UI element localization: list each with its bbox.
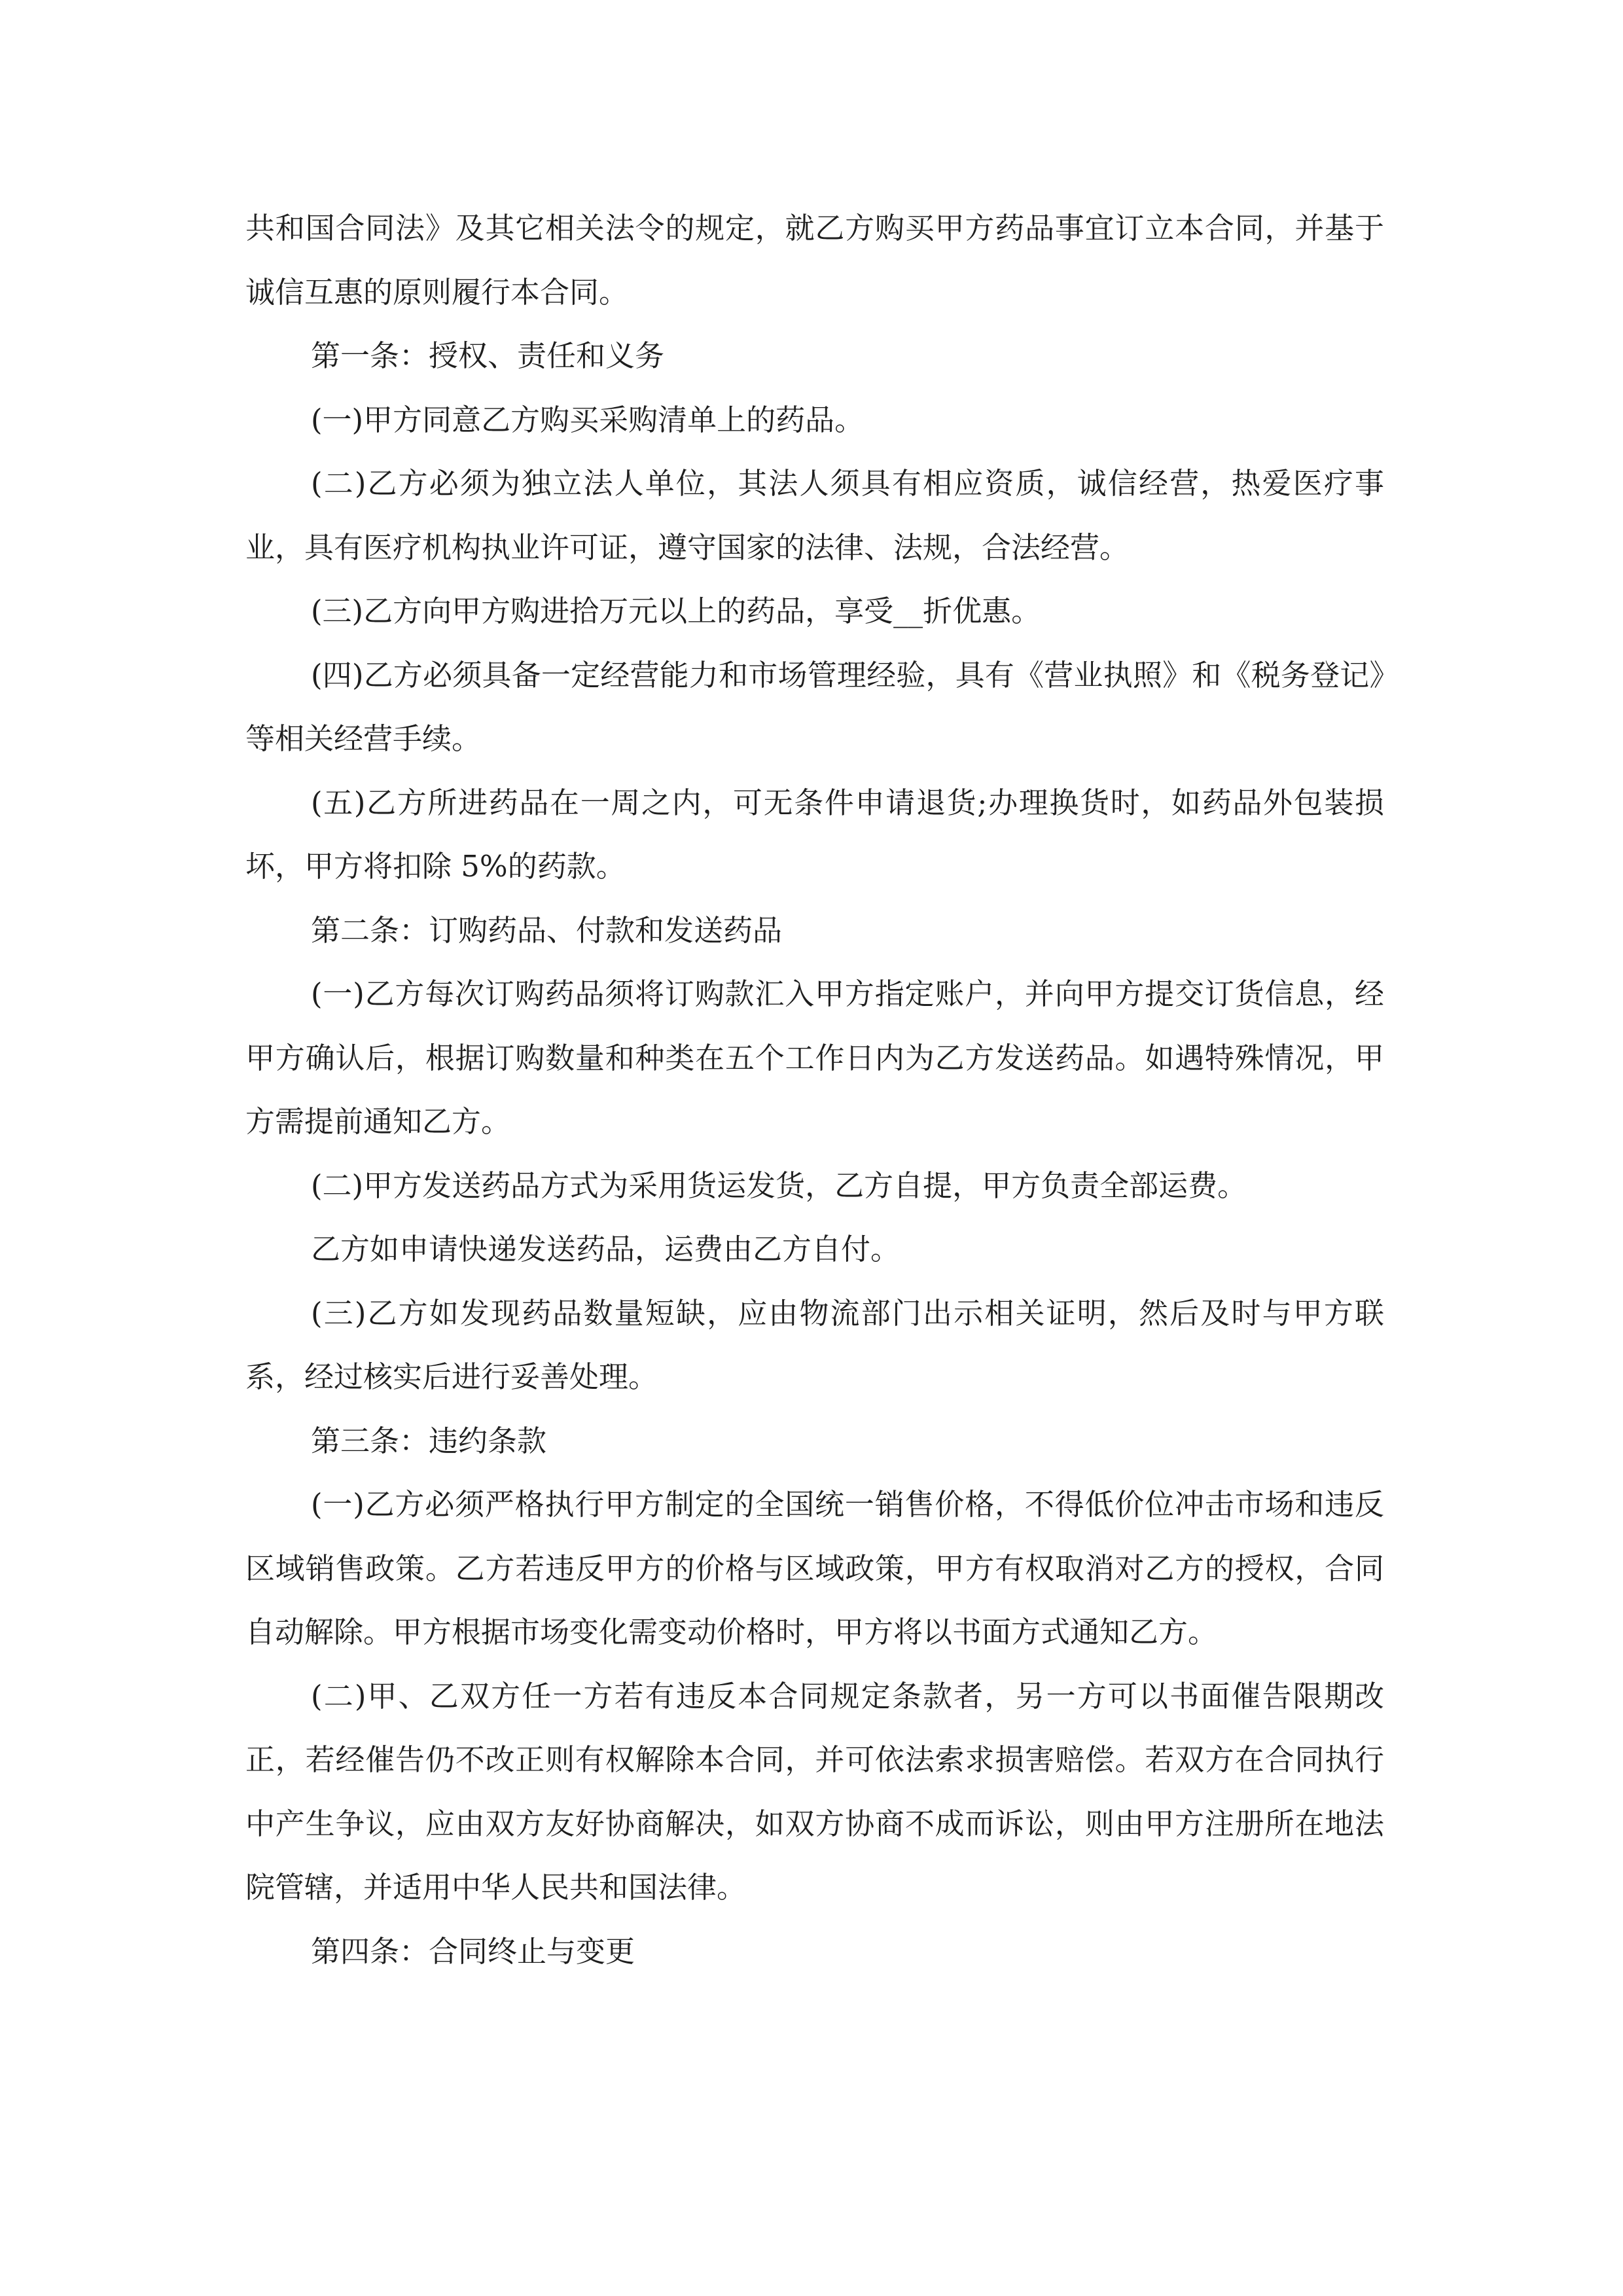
article-3-clause-1: (一)乙方必须严格执行甲方制定的全国统一销售价格，不得低价位冲击市场和违反区域销售政策。乙方若违反甲方的价格与区域政策，甲方有权取消对乙方的授权，合同自动解除。甲方根据市场变化需变动价格时，甲方将以书面方式通知乙方。 [245, 1487, 1384, 1649]
article-3-clause-2: (二)甲、乙双方任一方若有违反本合同规定条款者，另一方可以书面催告限期改正，若经催告仍不改正则有权解除本合同，并可依法索求损害赔偿。若双方在合同执行中产生争议，应由双方友好协商解决，如双方协商不成而诉讼，则由甲方注册所在地法院管辖，并适用中华人民共和国法律。 [245, 1678, 1384, 1905]
article-1-heading: 第一条：授权、责任和义务 [311, 338, 665, 373]
article-2-clause-2-note: 乙方如申请快递发送药品，运费由乙方自付。 [311, 1232, 901, 1266]
document-body [245, 196, 1384, 1983]
article-3-heading: 第三条：违约条款 [311, 1423, 547, 1458]
article-1-clause-3: (三)乙方向甲方购进拾万元以上的药品，享受__折优惠。 [311, 594, 1041, 628]
article-1-clause-1: (一)甲方同意乙方购买采购清单上的药品。 [311, 402, 865, 437]
article-2-clause-1: (一)乙方每次订购药品须将订购款汇入甲方指定账户，并向甲方提交订货信息，经甲方确认后，根据订购数量和种类在五个工作日内为乙方发送药品。如遇特殊情况，甲方需提前通知乙方。 [245, 977, 1384, 1139]
article-1-clause-5: (五)乙方所进药品在一周之内，可无条件申请退货;办理换货时，如药品外包装损坏，甲方将扣除 5%的药款。 [245, 785, 1384, 884]
article-2-heading: 第二条：订购药品、付款和发送药品 [311, 912, 783, 948]
article-1-clause-2: (二)乙方必须为独立法人单位，其法人须具有相应资质，诚信经营，热爱医疗事业，具有医疗机构执业许可证，遵守国家的法律、法规，合法经营。 [245, 466, 1384, 565]
article-2-clause-2: (二)甲方发送药品方式为采用货运发货，乙方自提，甲方负责全部运费。 [311, 1168, 1247, 1203]
article-2-clause-3: (三)乙方如发现药品数量短缺，应由物流部门出示相关证明，然后及时与甲方联系，经过核实后进行妥善处理。 [245, 1295, 1384, 1394]
article-4-heading: 第四条：合同终止与变更 [311, 1933, 635, 1969]
paragraph-preamble: 共和国合同法》及其它相关法令的规定，就乙方购买甲方药品事宜订立本合同，并基于诚信互惠的原则履行本合同。 [245, 211, 1384, 310]
article-1-clause-4: (四)乙方必须具备一定经营能力和市场管理经验，具有《营业执照》和《税务登记》等相关经营手续。 [245, 657, 1384, 756]
